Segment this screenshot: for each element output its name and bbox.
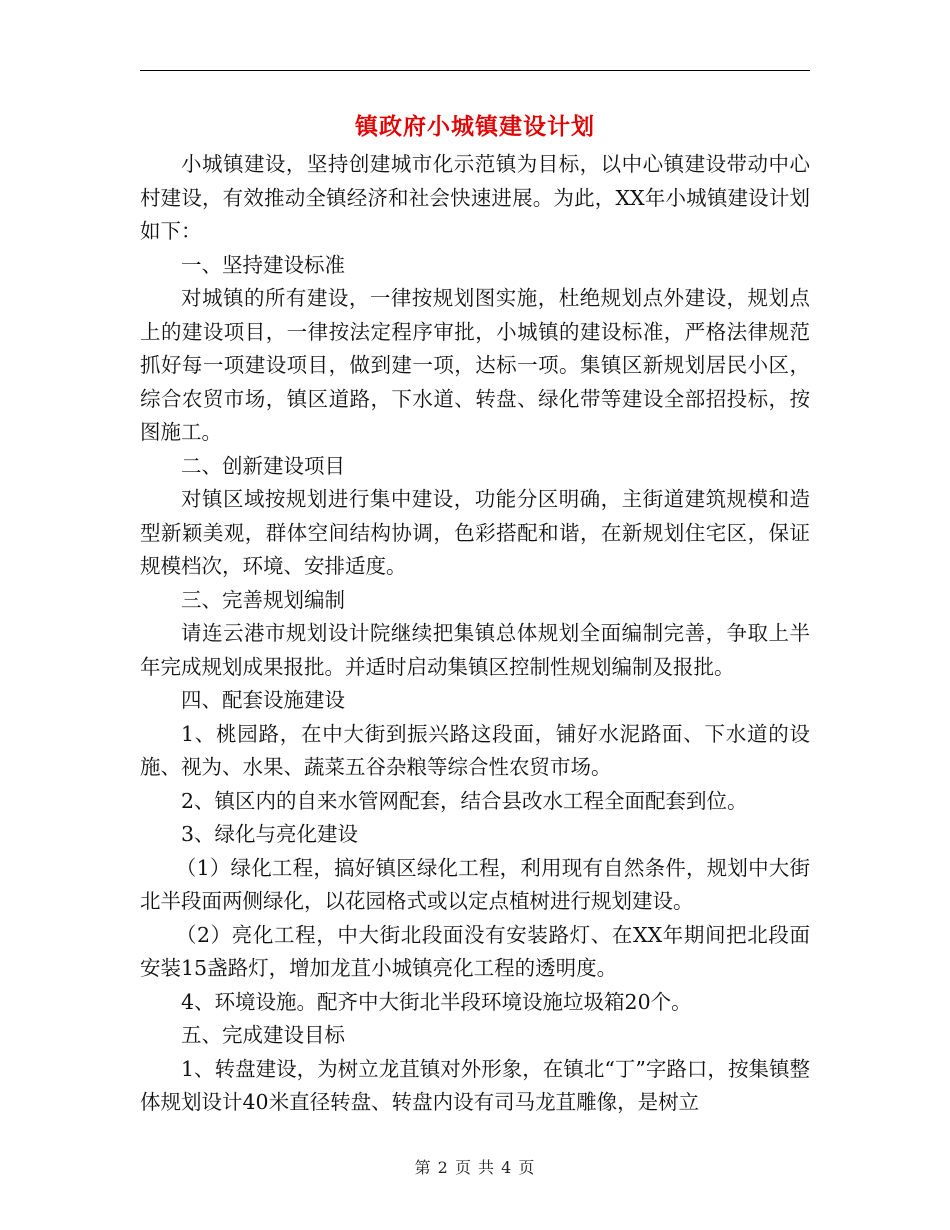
section-heading-5: 五、完成建设目标 xyxy=(181,1023,345,1047)
document-body xyxy=(140,148,810,1120)
section-heading-3: 三、完善规划编制 xyxy=(181,587,345,612)
paragraph-standards: 对城镇的所有建设，一律按规划图实施，杜绝规划点外建设，规划点上的建设项目，一律按法定程序审批，小城镇的建设标准，严格法律规范抓好每一项建设项目，做到建一项，达标一项。集镇区新规划居民小区，综合农贸市场，镇区道路，下水道、转盘、绿化带等建设全部招投标，按图施工。 xyxy=(140,286,810,444)
paragraph-subitem-greening: （1）绿化工程，搞好镇区绿化工程，利用现有自然条件，规划中大街北半段面两侧绿化，以花园格式或以定点植树进行规划建设。 xyxy=(140,855,810,913)
section-heading-4: 四、配套设施建设 xyxy=(181,688,345,712)
paragraph-item-4: 4、环境设施。配齐中大街北半段环境设施垃圾箱20个。 xyxy=(181,989,692,1014)
paragraph-intro: 小城镇建设，坚持创建城市化示范镇为目标，以中心镇建设带动中心村建设，有效推动全镇经济和社会快速进展。为此，XX年小城镇建设计划如下： xyxy=(140,152,810,243)
section-heading-2: 二、创新建设项目 xyxy=(181,453,345,478)
paragraph-subitem-lighting: （2）亮化工程，中大街北段面没有安装路灯、在XX年期间把北段面安装15盏路灯，增加龙苴小城镇亮化工程的透明度。 xyxy=(140,922,810,980)
paragraph-item-2: 2、镇区内的自来水管网配套，结合县改水工程全面配套到位。 xyxy=(181,788,748,813)
document-title: 镇政府小城镇建设计划 xyxy=(355,113,595,140)
paragraph-planning: 请连云港市规划设计院继续把集镇总体规划全面编制完善，争取上半年完成规划成果报批。并适时启动集镇区控制性规划编制及报批。 xyxy=(140,621,810,679)
page-number: 第 2 页 共 4 页 xyxy=(414,1158,536,1177)
paragraph-projects: 对镇区域按规划进行集中建设，功能分区明确，主街道建筑规模和造型新颖美观，群体空间结构协调，色彩搭配和谐，在新规划住宅区，保证规模档次，环境、安排适度。 xyxy=(140,487,810,578)
section-heading-1: 一、坚持建设标准 xyxy=(181,252,345,277)
header-rule xyxy=(140,70,810,71)
paragraph-item-3: 3、绿化与亮化建设 xyxy=(181,822,359,846)
paragraph-item-1: 1、桃园路，在中大街到振兴路这段面，铺好水泥路面、下水道的设施、视为、水果、蔬菜五谷杂粮等综合性农贸市场。 xyxy=(140,721,810,779)
paragraph-roundabout: 1、转盘建设，为树立龙苴镇对外形象，在镇北“丁”字路口，按集镇整体规划设计40米直径转盘、转盘内设有司马龙苴雕像，是树立 xyxy=(140,1056,810,1114)
